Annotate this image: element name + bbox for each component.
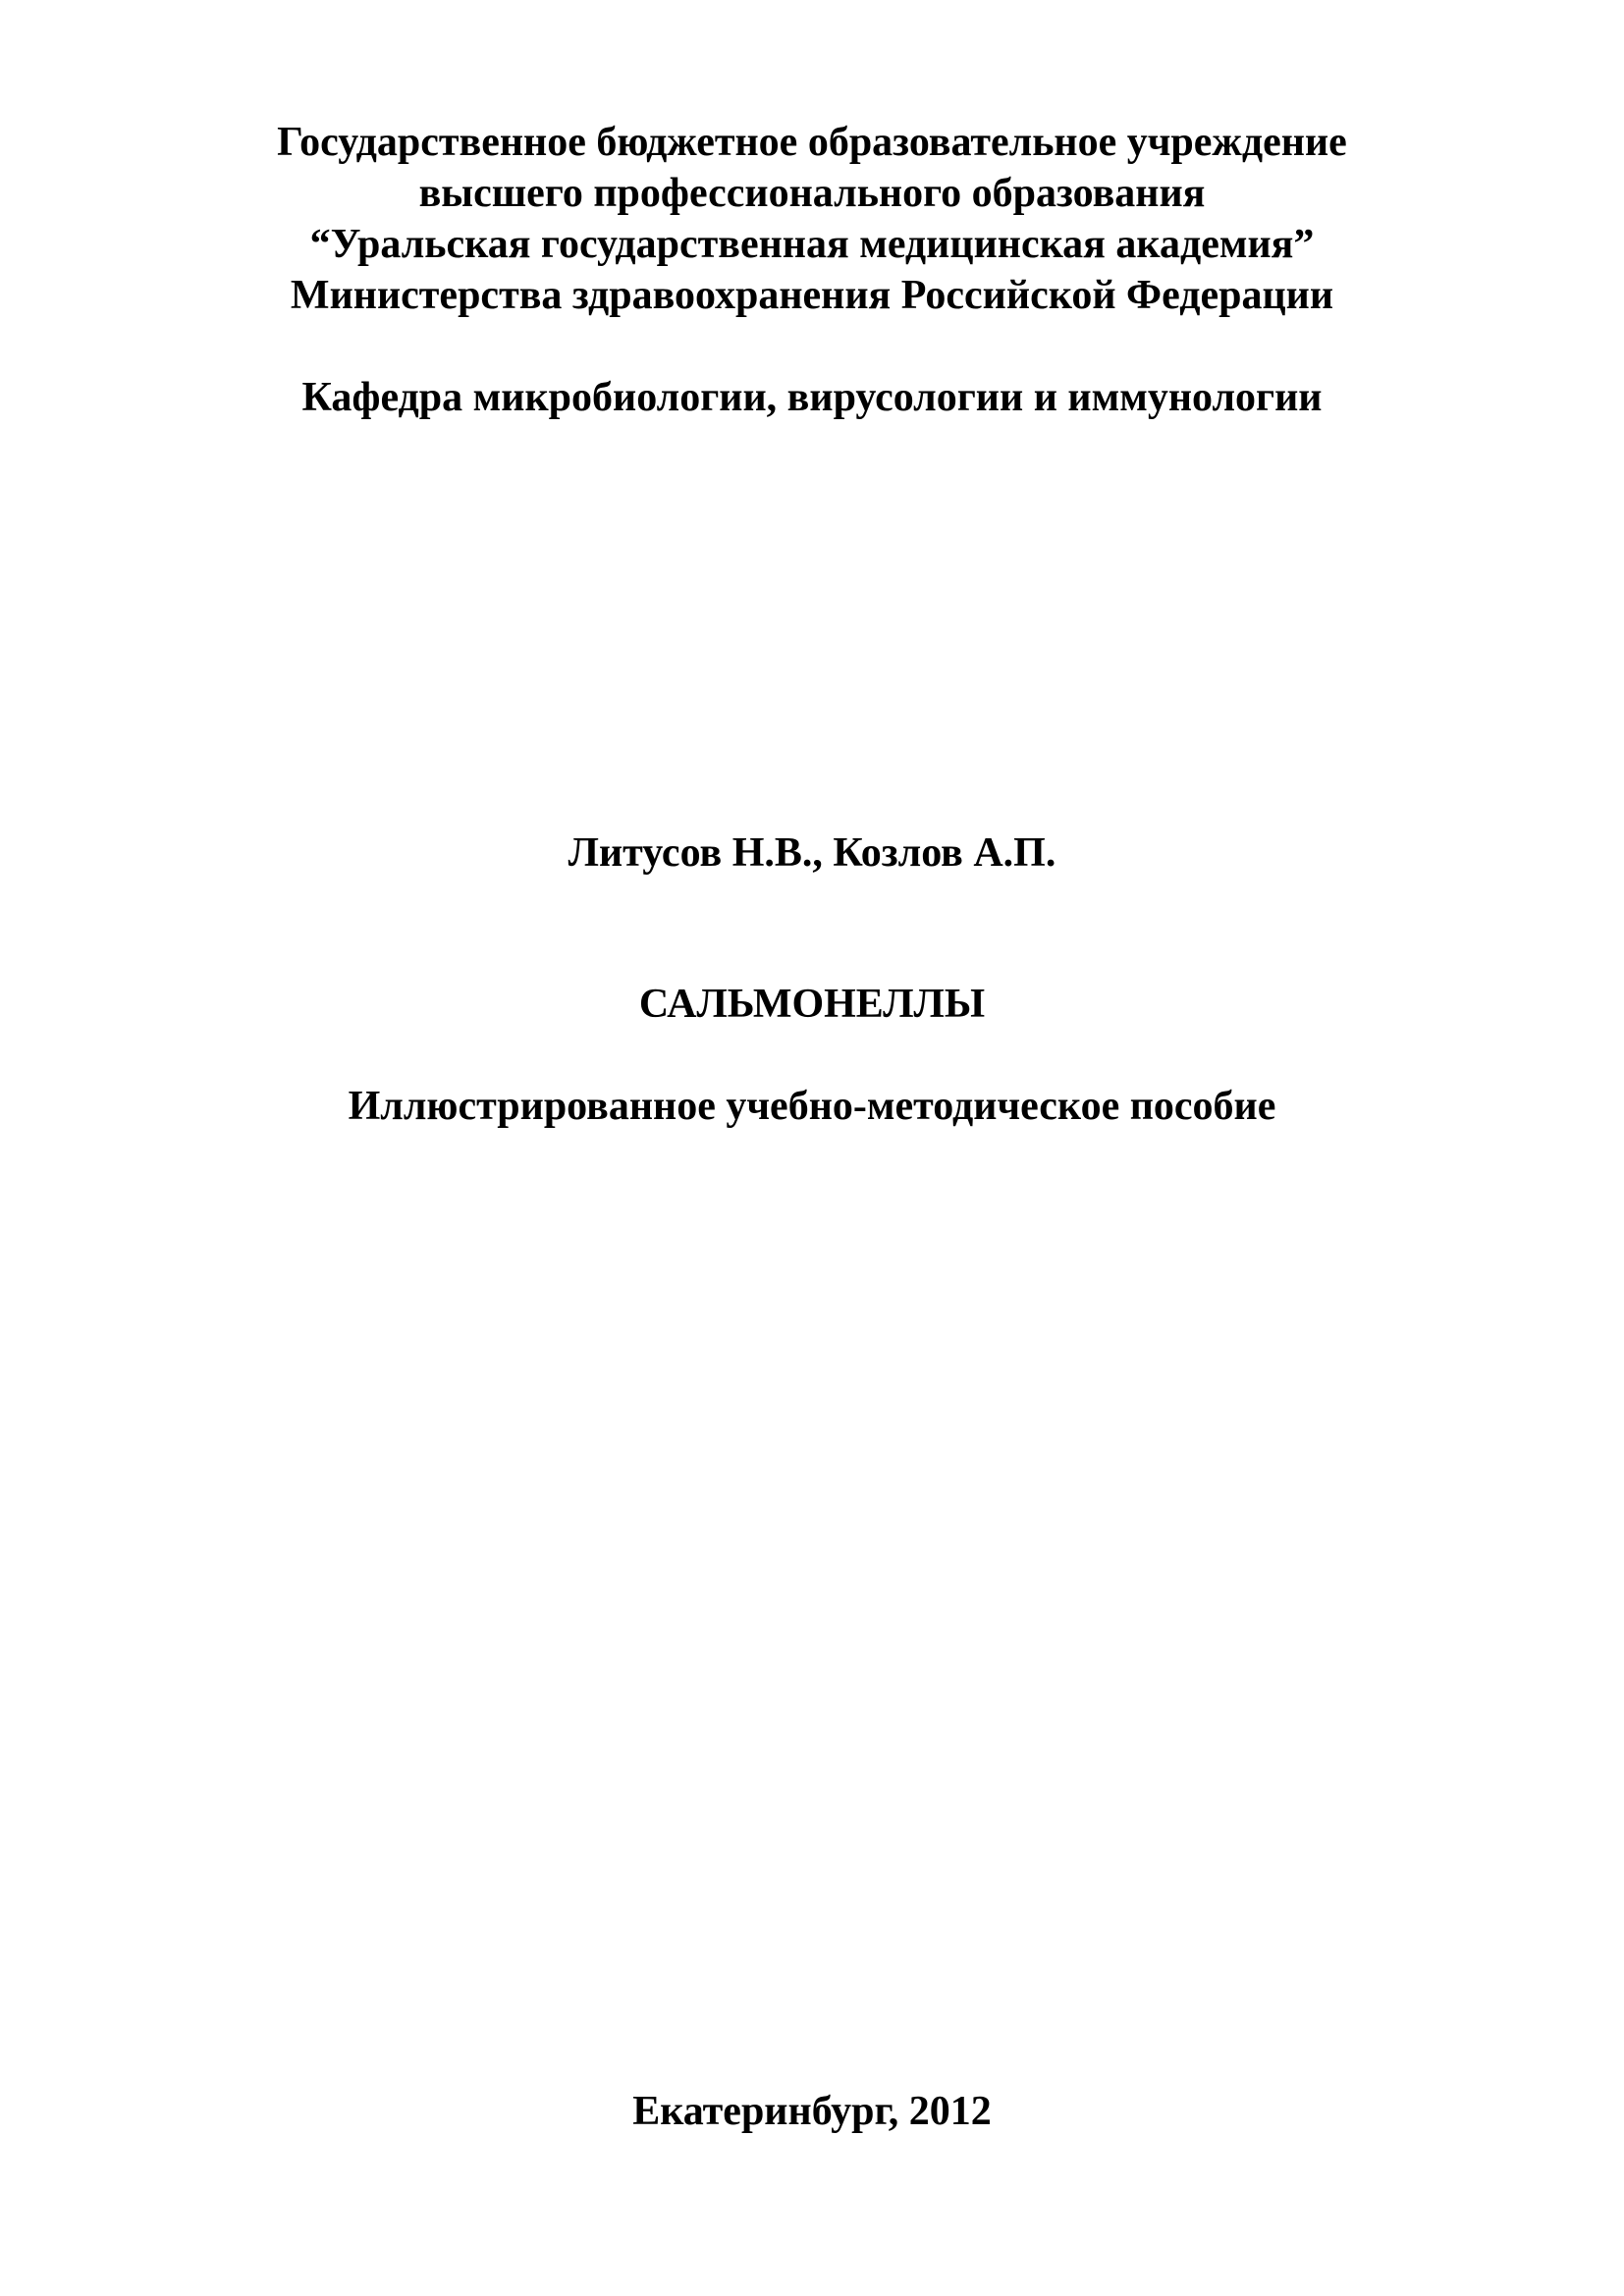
document-title: САЛЬМОНЕЛЛЫ [638,982,986,1027]
institution-line-2: высшего профессионального образования [418,171,1206,216]
city-year: Екатеринбург, 2012 [632,2089,992,2134]
institution-line-3: “Уральская государственная медицинская академия” [309,222,1315,267]
document-subtitle: Иллюстрированное учебно-методическое пособие [348,1084,1276,1129]
institution-line-4: Министерства здравоохранения Российской Федерации [290,273,1334,318]
department-name: Кафедра микробиологии, вирусологии и иммунологии [301,375,1323,420]
authors: Литусов Н.В., Козлов А.П. [568,830,1056,876]
institution-line-1: Государственное бюджетное образовательное учреждение [277,120,1347,165]
